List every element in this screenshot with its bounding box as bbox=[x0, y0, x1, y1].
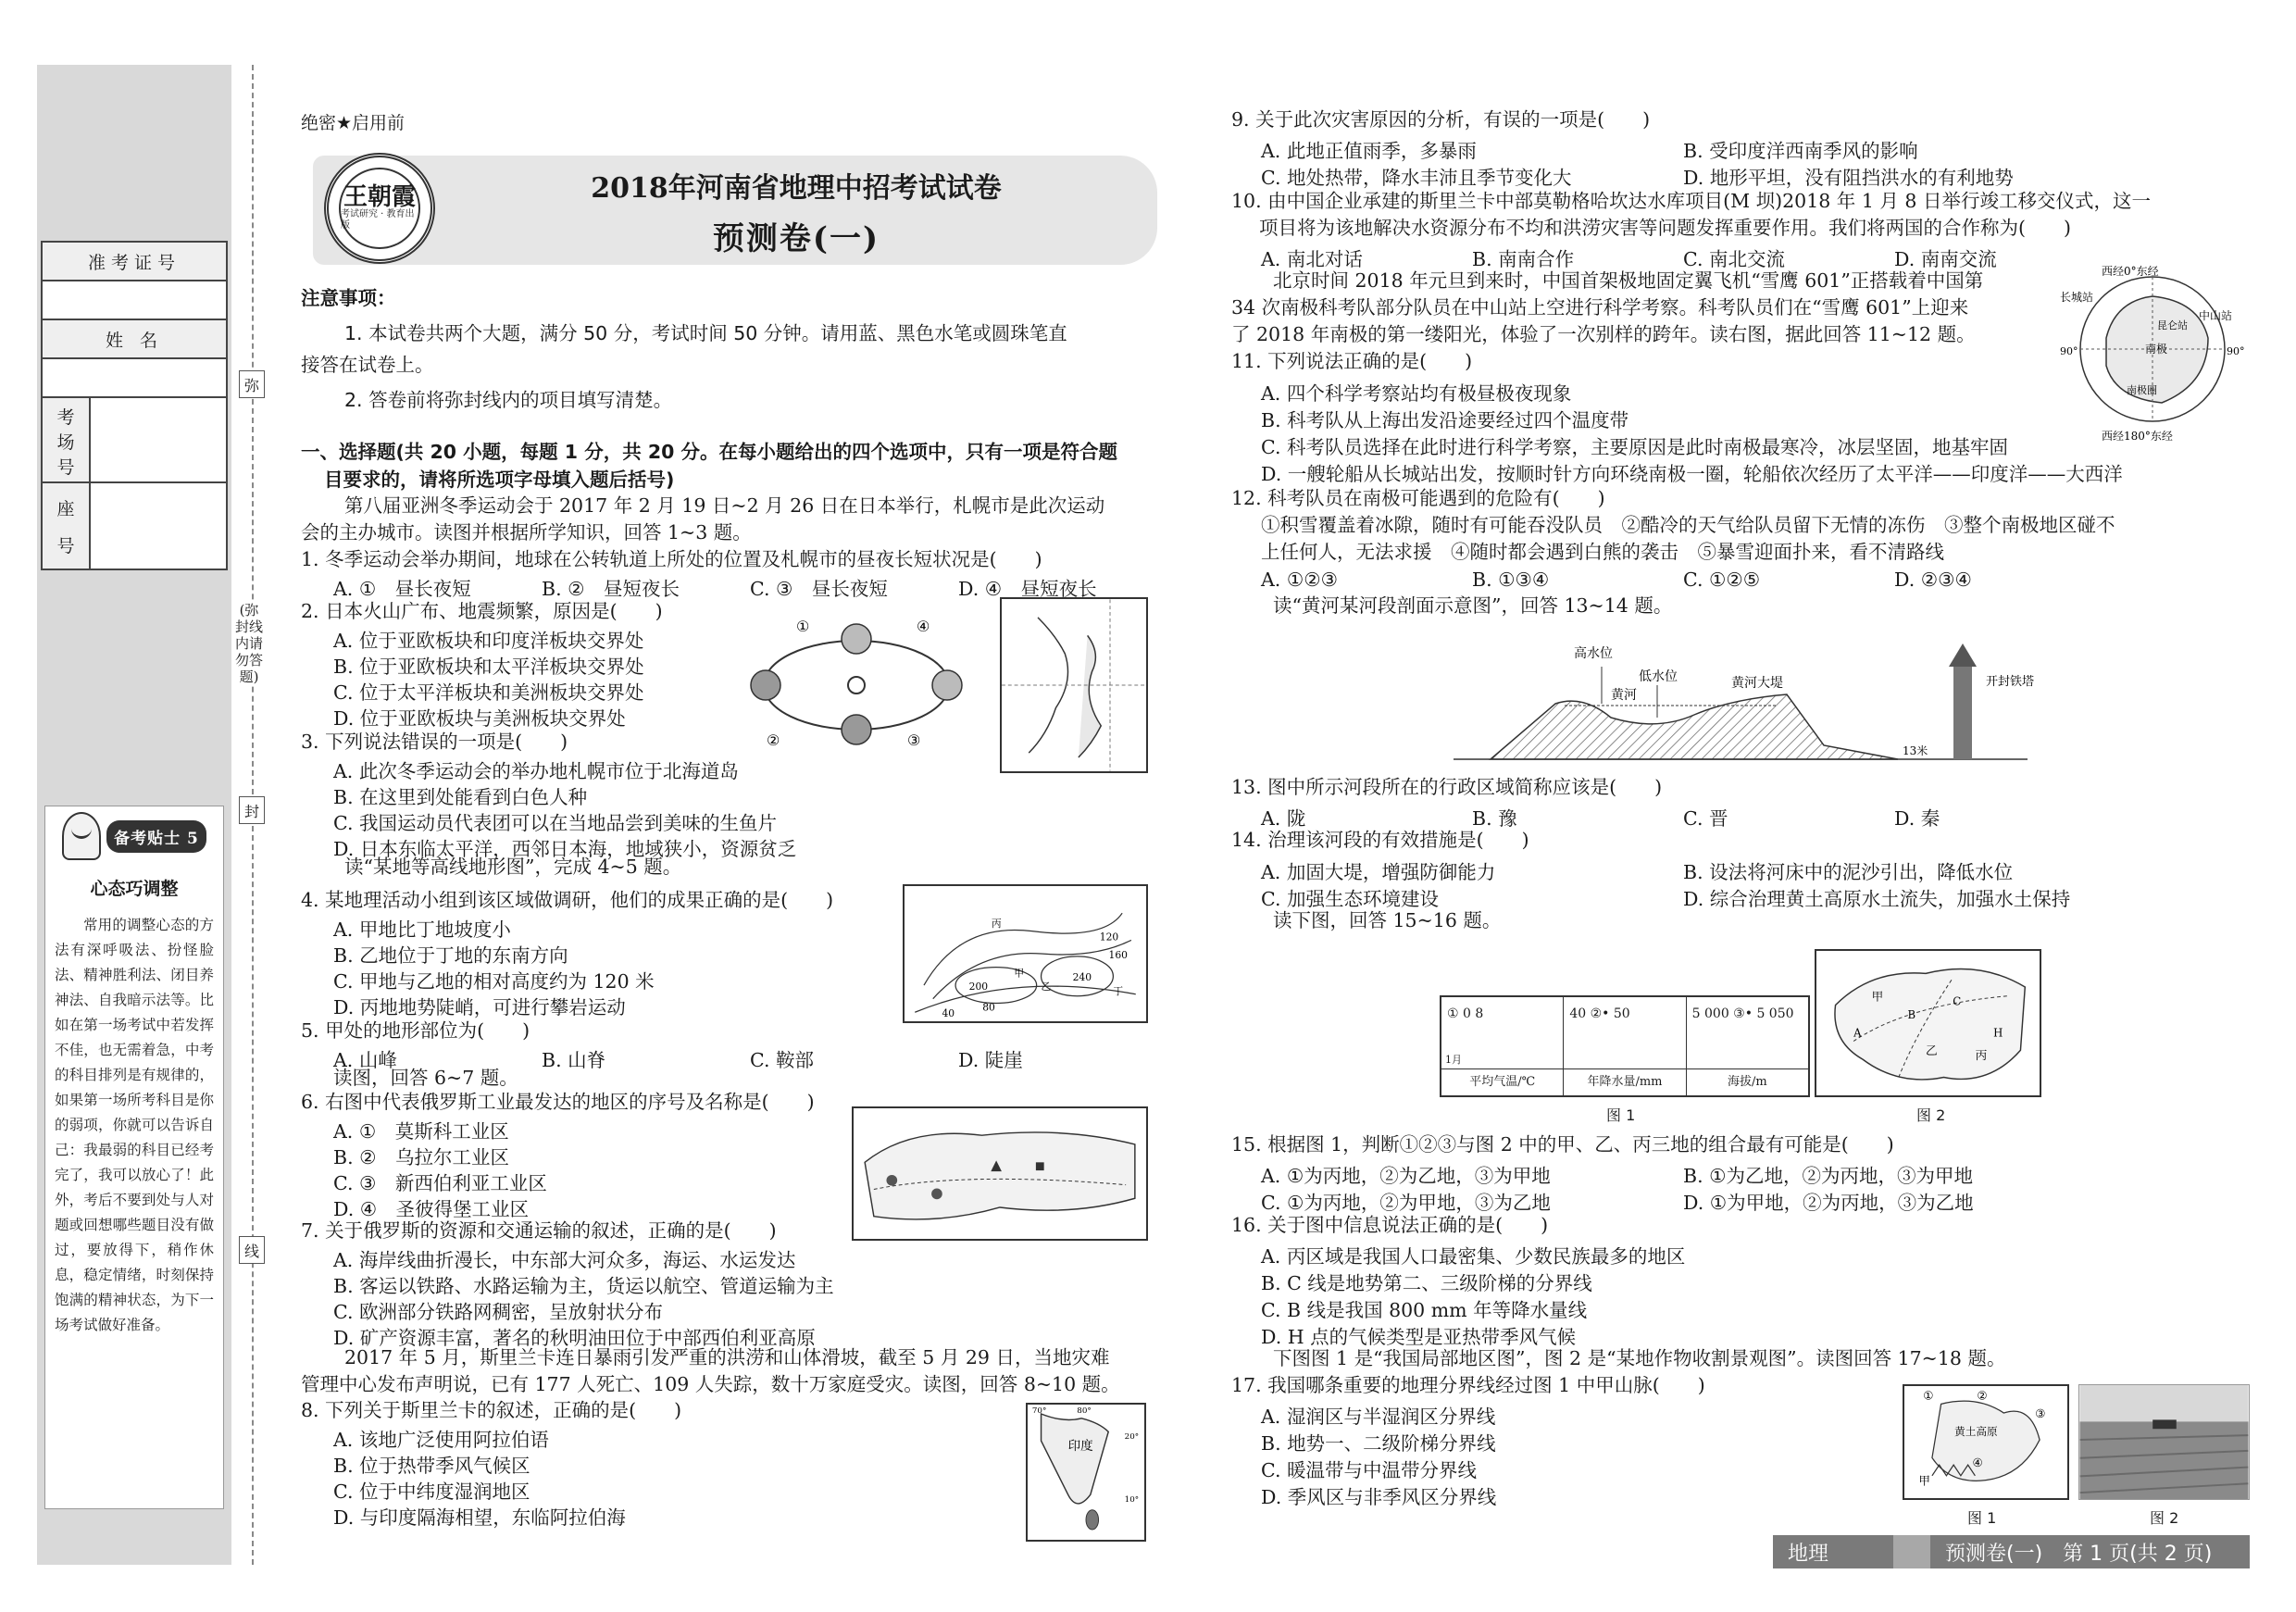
q1-option-b[interactable]: B. ② 昼短夜长 bbox=[542, 578, 680, 600]
earth-bottom bbox=[842, 715, 871, 744]
china-map-a: A bbox=[1853, 1026, 1862, 1040]
antarctic-label-0: 西经0°东经 bbox=[2102, 265, 2159, 278]
intro-5b: 34 次南极科考队部分队员在中山站上空进行科学考察。科考队员们在“雪鹰 601”上迎来 bbox=[1231, 296, 1969, 319]
q11-option-c[interactable]: C. 科考队员选择在此时进行科学考察，主要原因是此时南极最寒冷，冰层坚固，地基牢固 bbox=[1261, 436, 2008, 458]
intro-1a: 第八届亚洲冬季运动会于 2017 年 2 月 19 日~2 月 26 日在日本举行，札幌市是此次运动 bbox=[344, 494, 1105, 517]
river-label-tower: 开封铁塔 bbox=[1986, 675, 2035, 689]
climate-header-temp: 平均气温/℃ bbox=[1441, 1069, 1564, 1095]
antarctic-label-changcheng: 长城站 bbox=[2060, 291, 2094, 304]
china-map-bing: 丙 bbox=[1975, 1048, 1988, 1062]
india-tick-20: 20° bbox=[1124, 1432, 1140, 1443]
q13-option-b[interactable]: B. 豫 bbox=[1472, 807, 1517, 830]
question-5: 5. 甲处的地形部位为( ) bbox=[301, 1019, 530, 1042]
intro-3: 读图，回答 6~7 题。 bbox=[333, 1067, 518, 1089]
q16-option-b[interactable]: B. C 线是地势第二、三级阶梯的分界线 bbox=[1261, 1272, 1592, 1294]
earth-top bbox=[842, 624, 871, 654]
footer-page-info: 预测卷(一) 第 1 页(共 2 页) bbox=[1945, 1542, 2213, 1566]
q8-option-c[interactable]: C. 位于中纬度湿润地区 bbox=[333, 1481, 530, 1503]
page-footer bbox=[1773, 1535, 2250, 1568]
regional-map-caption: 图 1 bbox=[1967, 1509, 1997, 1527]
name-field[interactable] bbox=[43, 359, 226, 398]
q6-option-a[interactable]: A. ① 莫斯科工业区 bbox=[333, 1120, 509, 1143]
q9-option-c[interactable]: C. 地处热带，降水丰沛且季节变化大 bbox=[1261, 167, 1572, 189]
seal-char-mi: 弥 bbox=[239, 370, 265, 398]
cartoon-figure-icon bbox=[62, 812, 101, 860]
river-label-high: 高水位 bbox=[1574, 646, 1613, 661]
seat-char: 号 bbox=[56, 535, 75, 556]
q16-option-a[interactable]: A. 丙区域是我国人口最密集、少数民族最多的地区 bbox=[1261, 1245, 1686, 1268]
contour-label-240: 240 bbox=[1072, 971, 1092, 984]
q14-option-a[interactable]: A. 加固大堤，增强防御能力 bbox=[1261, 861, 1496, 883]
harvest-photo-caption: 图 2 bbox=[2150, 1509, 2179, 1527]
seat-number-label bbox=[43, 483, 91, 569]
earth-right bbox=[932, 670, 962, 700]
seal-char-xian: 线 bbox=[239, 1236, 265, 1264]
china-map-c: C bbox=[1953, 994, 1962, 1008]
q11-option-d[interactable]: D. 一艘轮船从长城站出发，按顺时针方向环绕南极一圈，轮船依次经历了太平洋——印度洋——大西洋 bbox=[1261, 463, 2123, 485]
section-heading-b: 目要求的，请将所选项字母填入题后括号) bbox=[324, 469, 675, 491]
q12-option-c[interactable]: C. ①②⑤ bbox=[1683, 569, 1761, 591]
exam-room-char: 考 bbox=[56, 407, 75, 428]
intro-8: 下图图 1 是“我国局部地区图”，图 2 是“某地作物收割景观图”。读图回答 17~18 题。 bbox=[1273, 1347, 2006, 1369]
q11-option-b[interactable]: B. 科考队从上海出发沿途要经过四个温度带 bbox=[1261, 409, 1629, 431]
seal-char-feng: 封 bbox=[239, 796, 265, 824]
india-tick-10: 10° bbox=[1124, 1494, 1140, 1505]
q10-option-d[interactable]: D. 南南交流 bbox=[1894, 248, 1997, 270]
china-map-yi: 乙 bbox=[1926, 1043, 1938, 1058]
exam-subtitle: 预测卷(一) bbox=[712, 220, 880, 257]
river-label-13m: 13米 bbox=[1903, 744, 1928, 757]
q3-option-c[interactable]: C. 我国运动员代表团可以在当地品尝到美味的生鱼片 bbox=[333, 812, 777, 834]
tips-badge: 备考贴士 5 bbox=[106, 820, 206, 853]
antarctic-label-kunlun: 昆仑站 bbox=[2157, 319, 2188, 331]
seal-note: (弥封线内请勿答题) bbox=[235, 602, 264, 685]
q3-option-a[interactable]: A. 此次冬季运动会的举办地札幌市位于北海道岛 bbox=[333, 760, 739, 782]
q17-option-b[interactable]: B. 地势一、二级阶梯分界线 bbox=[1261, 1432, 1496, 1455]
intro-4b: 管理中心发布声明说，已有 177 人死亡、109 人失踪，数十万家庭受灾。读图，回答 8~10 题。 bbox=[301, 1373, 1120, 1395]
q4-option-d[interactable]: D. 丙地地势陡峭，可进行攀岩运动 bbox=[333, 996, 626, 1018]
question-15: 15. 根据图 1，判断①②③与图 2 中的甲、乙、丙三地的组合最有可能是( ) bbox=[1231, 1133, 1894, 1156]
seat-char: 座 bbox=[56, 498, 75, 519]
question-3: 3. 下列说法错误的一项是( ) bbox=[301, 731, 568, 753]
climate-row-3: 5 000 ③• 5 050 bbox=[1691, 1006, 1794, 1021]
q7-option-d[interactable]: D. 矿产资源丰富，著名的秋明油田位于中部西伯利亚高原 bbox=[333, 1327, 816, 1349]
q3-option-d[interactable]: D. 日本东临太平洋，西邻日本海，地域狭小，资源贫乏 bbox=[333, 838, 797, 860]
question-12: 12. 科考队员在南极可能遇到的危险有( ) bbox=[1231, 487, 1605, 509]
q5-option-c[interactable]: C. 鞍部 bbox=[750, 1049, 814, 1071]
contour-label-160: 160 bbox=[1108, 948, 1128, 961]
q9-option-d[interactable]: D. 地形平坦，没有阻挡洪水的有利地势 bbox=[1683, 167, 2014, 189]
notice-item-1b: 接答在试卷上。 bbox=[301, 354, 434, 376]
q14-option-d[interactable]: D. 综合治理黄土高原水土流失，加强水土保持 bbox=[1683, 888, 2071, 910]
question-4: 4. 某地理活动小组到该区域做调研，他们的成果正确的是( ) bbox=[301, 889, 834, 911]
q13-option-c[interactable]: C. 晋 bbox=[1683, 807, 1728, 830]
china-map-caption: 图 2 bbox=[1916, 1106, 1946, 1124]
yellow-river-profile bbox=[1454, 630, 2035, 769]
antarctic-label-90e: 90° bbox=[2227, 345, 2245, 357]
notice-heading: 注意事项： bbox=[301, 287, 396, 309]
name-label: 姓 名 bbox=[43, 320, 226, 359]
question-16: 16. 关于图中信息说法正确的是( ) bbox=[1231, 1214, 1549, 1236]
q8-option-b[interactable]: B. 位于热带季风气候区 bbox=[333, 1455, 530, 1477]
q6-option-c[interactable]: C. ③ 新西伯利亚工业区 bbox=[333, 1172, 547, 1194]
q3-option-b[interactable]: B. 在这里到处能看到白色人种 bbox=[333, 786, 588, 808]
q17-option-a[interactable]: A. 湿润区与半湿润区分界线 bbox=[1261, 1406, 1496, 1428]
q15-option-b[interactable]: B. ①为乙地，②为丙地，③为甲地 bbox=[1683, 1165, 1973, 1187]
orbit-label-1: ① bbox=[796, 618, 810, 635]
q7-option-a[interactable]: A. 海岸线曲折漫长，中东部大河众多，海运、水运发达 bbox=[333, 1249, 796, 1271]
regional-label-2: ② bbox=[1977, 1388, 1988, 1403]
intro-4a: 2017 年 5 月，斯里兰卡连日暴雨引发严重的洪涝和山体滑坡，截至 5 月 29 日，当地灾难 bbox=[344, 1346, 1110, 1368]
regional-map bbox=[1903, 1384, 2069, 1500]
contour-point-ding: 丁 bbox=[1113, 984, 1124, 997]
climate-table-caption: 图 1 bbox=[1606, 1106, 1636, 1124]
q15-option-a[interactable]: A. ①为丙地，②为乙地，③为甲地 bbox=[1261, 1165, 1551, 1187]
river-label-dike: 黄河大堤 bbox=[1731, 676, 1783, 691]
contour-label-80: 80 bbox=[982, 1001, 995, 1014]
q15-option-d[interactable]: D. ①为甲地，②为丙地，③为乙地 bbox=[1683, 1192, 1974, 1214]
intro-7: 读下图，回答 15~16 题。 bbox=[1273, 909, 1502, 931]
intro-2: 读“某地等高线地形图”，完成 4~5 题。 bbox=[344, 856, 682, 878]
contour-label-40: 40 bbox=[942, 1007, 955, 1020]
q12-statements-1: ①积雪覆盖着冰隙，随时有可能吞没队员 ②酷冷的天气给队员留下无情的冻伤 ③整个南极地区碰不 bbox=[1261, 514, 2115, 536]
ticket-number-field[interactable] bbox=[43, 281, 226, 320]
antarctic-label-zhongshan: 中山站 bbox=[2199, 309, 2233, 322]
q8-option-a[interactable]: A. 该地广泛使用阿拉伯语 bbox=[333, 1429, 549, 1451]
question-9: 9. 关于此次灾害原因的分析，有误的一项是( ) bbox=[1231, 108, 1651, 131]
exam-title: 2018年河南省地理中招考试试卷 bbox=[591, 172, 1002, 205]
q10-option-b[interactable]: B. 南南合作 bbox=[1472, 248, 1575, 270]
section-heading-a: 一、选择题(共 20 小题，每题 1 分，共 20 分。在每小题给出的四个选项中，只有一项是符合题 bbox=[301, 441, 1118, 463]
q16-option-c[interactable]: C. B 线是我国 800 mm 年等降水量线 bbox=[1261, 1299, 1588, 1321]
question-14: 14. 治理该河段的有效措施是( ) bbox=[1231, 829, 1529, 851]
q13-option-a[interactable]: A. 陇 bbox=[1261, 807, 1306, 830]
india-label-yin: 印度 bbox=[1067, 1438, 1093, 1454]
q15-option-c[interactable]: C. ①为丙地，②为甲地，③为乙地 bbox=[1261, 1192, 1551, 1214]
q17-option-d[interactable]: D. 季风区与非季风区分界线 bbox=[1261, 1486, 1497, 1508]
q2-option-c[interactable]: C. 位于太平洋板块和美洲板块交界处 bbox=[333, 681, 644, 704]
logo-text: 王朝霞 bbox=[343, 183, 416, 211]
contour-label-200: 200 bbox=[968, 980, 989, 993]
tips-body: 常用的调整心态的方法有深呼吸法、扮怪脸法、精神胜利法、闭目养神法、自我暗示法等。比如在第一场考试中若发挥不佳，也无需着急，中考的科目排列是有规律的，如果第一场所考科目是你的弱项，你就可以告诉自己：我最弱的科目已经考完了，我可以放心了！此外，考后不要到处与人对题或回想哪些题目没有做过，要放得下，稍作休息，稳定情绪，时刻保持饱满的精神状态，为下一场考试做好准备。 bbox=[55, 917, 214, 1333]
earth-orbit-diagram bbox=[741, 611, 972, 750]
logo-subtext: 考试研究 · 教育出版 bbox=[341, 209, 415, 231]
india-map bbox=[1026, 1403, 1146, 1542]
contour-point-yi: 乙 bbox=[1041, 980, 1052, 993]
regional-label-3: ③ bbox=[2035, 1406, 2046, 1420]
intro-6: 读“黄河某河段剖面示意图”，回答 13~14 题。 bbox=[1273, 594, 1673, 617]
kaifeng-tower-icon bbox=[1949, 644, 1977, 759]
exam-tips-box bbox=[44, 806, 224, 1509]
question-10a: 10. 由中国企业承建的斯里兰卡中部莫勒格哈坎达水库项目(M 坝)2018 年 1 月 8 日举行竣工移交仪式，这一 bbox=[1231, 190, 2151, 212]
q1-option-d[interactable]: D. ④ 昼短夜长 bbox=[958, 578, 1097, 600]
tips-banner bbox=[45, 806, 223, 866]
climate-row-2: 40 ②• 50 bbox=[1564, 997, 1686, 1068]
india-tick-70: 70° bbox=[1031, 1406, 1047, 1417]
contour-point-jia: 甲 bbox=[1014, 967, 1025, 980]
india-tick-80: 80° bbox=[1077, 1406, 1092, 1417]
q12-statements-2: 上任何人，无法求援 ④随时都会遇到白熊的袭击 ⑤暴雪迎面扑来，看不清路线 bbox=[1261, 541, 1944, 563]
harvest-photo bbox=[2078, 1384, 2250, 1500]
china-map-b: B bbox=[1907, 1008, 1916, 1022]
q12-option-d[interactable]: D. ②③④ bbox=[1894, 569, 1972, 591]
q9-option-a[interactable]: A. 此地正值雨季，多暴雨 bbox=[1261, 140, 1477, 162]
q4-option-c[interactable]: C. 甲地与乙地的相对高度约为 120 米 bbox=[333, 970, 655, 993]
contour-label-120: 120 bbox=[1099, 931, 1119, 943]
exam-room-field[interactable] bbox=[91, 398, 226, 481]
q11-option-a[interactable]: A. 四个科学考察站均有极昼极夜现象 bbox=[1261, 382, 1572, 405]
orbit-label-2: ② bbox=[767, 731, 780, 749]
river-label-huanghe: 黄河 bbox=[1611, 688, 1637, 703]
antarctic-label-pole: 南极 bbox=[2145, 343, 2168, 356]
contour-point-bing: 丙 bbox=[992, 917, 1002, 930]
question-17: 17. 我国哪条重要的地理分界线经过图 1 中甲山脉( ) bbox=[1231, 1374, 1705, 1396]
question-10b: 项目将为该地解决水资源分布不均和洪涝灾害等问题发挥重要作用。我们将两国的合作称为( ) bbox=[1259, 217, 2071, 239]
question-11: 11. 下列说法正确的是( ) bbox=[1231, 350, 1473, 372]
seat-number-field[interactable] bbox=[91, 483, 226, 569]
q1-option-c[interactable]: C. ③ 昼长夜短 bbox=[750, 578, 888, 600]
intro-5a: 北京时间 2018 年元旦到来时，中国首架极地固定翼飞机“雪鹰 601”正搭载着中国第 bbox=[1273, 269, 1984, 292]
question-13: 13. 图中所示河段所在的行政区域简称应该是( ) bbox=[1231, 776, 1663, 798]
japan-map bbox=[1000, 597, 1148, 773]
exam-room-char: 场 bbox=[56, 432, 75, 453]
publisher-logo bbox=[324, 153, 435, 264]
q4-option-b[interactable]: B. 乙地位于丁地的东南方向 bbox=[333, 944, 568, 967]
question-1: 1. 冬季运动会举办期间，地球在公转轨道上所处的位置及札幌市的昼夜长短状况是( ) bbox=[301, 548, 1042, 570]
q5-option-a[interactable]: A. 山峰 bbox=[333, 1049, 397, 1071]
q12-option-b[interactable]: B. ①③④ bbox=[1472, 569, 1550, 591]
ticket-number-label: 准考证号 bbox=[43, 243, 226, 281]
footer-subject: 地理 bbox=[1788, 1542, 1829, 1566]
q5-option-b[interactable]: B. 山脊 bbox=[542, 1049, 606, 1071]
regional-label-1: ① bbox=[1923, 1388, 1934, 1403]
china-map-jia: 甲 bbox=[1871, 989, 1884, 1004]
question-2: 2. 日本火山广布、地震频繁，原因是( ) bbox=[301, 600, 663, 622]
q17-option-c[interactable]: C. 暖温带与中温带分界线 bbox=[1261, 1459, 1477, 1481]
q2-option-d[interactable]: D. 位于亚欧板块与美洲板块交界处 bbox=[333, 707, 626, 730]
climate-header-alt: 海拔/m bbox=[1727, 1075, 1767, 1089]
q8-option-d[interactable]: D. 与印度隔海相望，东临阿拉伯海 bbox=[333, 1506, 626, 1529]
student-info-table bbox=[41, 241, 228, 570]
notice-item-2: 2. 答卷前将弥封线内的项目填写清楚。 bbox=[344, 389, 673, 411]
climate-data-table bbox=[1440, 995, 1810, 1097]
q10-option-a[interactable]: A. 南北对话 bbox=[1261, 248, 1363, 270]
earth-left bbox=[751, 670, 780, 700]
intro-1b: 会的主办城市。读图并根据所学知识，回答 1~3 题。 bbox=[301, 521, 752, 544]
q13-option-d[interactable]: D. 秦 bbox=[1894, 807, 1940, 830]
question-8: 8. 下列关于斯里兰卡的叙述，正确的是( ) bbox=[301, 1399, 682, 1421]
regional-label-4: ④ bbox=[1972, 1456, 1983, 1470]
q5-option-d[interactable]: D. 陡崖 bbox=[958, 1049, 1023, 1071]
climate-row-1: ① 0 8 bbox=[1447, 1006, 1484, 1021]
confidential-mark: 绝密★启用前 bbox=[301, 113, 406, 133]
tips-title: 心态巧调整 bbox=[90, 879, 179, 899]
climate-month: 1月 bbox=[1445, 1054, 1462, 1066]
orbit-label-4: ④ bbox=[917, 618, 930, 635]
river-label-low: 低水位 bbox=[1639, 669, 1678, 684]
q12-option-a[interactable]: A. ①②③ bbox=[1261, 569, 1338, 591]
intro-5c: 了 2018 年南极的第一缕阳光，体验了一次别样的跨年。读右图，据此回答 11~12 题。 bbox=[1231, 323, 1976, 345]
antarctic-map bbox=[2060, 264, 2250, 444]
q7-option-b[interactable]: B. 客运以铁路、水路运输为主，货运以航空、管道运输为主 bbox=[333, 1275, 834, 1297]
china-map-h: H bbox=[1993, 1026, 2003, 1040]
antarctic-label-90w: 90° bbox=[2060, 345, 2078, 357]
contour-map bbox=[903, 884, 1148, 1023]
exam-room-label bbox=[43, 398, 91, 481]
q6-option-b[interactable]: B. ② 乌拉尔工业区 bbox=[333, 1146, 509, 1168]
china-region-map bbox=[1815, 949, 2041, 1097]
regional-label-loess: 黄土高原 bbox=[1954, 1425, 1998, 1439]
q14-option-b[interactable]: B. 设法将河床中的泥沙引出，降低水位 bbox=[1683, 861, 2014, 883]
q14-option-c[interactable]: C. 加强生态环境建设 bbox=[1261, 888, 1439, 910]
russia-map bbox=[852, 1106, 1148, 1241]
q1-option-a[interactable]: A. ① 昼长夜短 bbox=[333, 578, 471, 600]
q7-option-c[interactable]: C. 欧洲部分铁路网稠密，呈放射状分布 bbox=[333, 1301, 663, 1323]
q6-option-d[interactable]: D. ④ 圣彼得堡工业区 bbox=[333, 1198, 530, 1220]
q2-option-b[interactable]: B. 位于亚欧板块和太平洋板块交界处 bbox=[333, 656, 644, 678]
q2-option-a[interactable]: A. 位于亚欧板块和印度洋板块交界处 bbox=[333, 630, 644, 652]
antarctic-label-180: 西经180°东经 bbox=[2102, 430, 2173, 443]
q16-option-d[interactable]: D. H 点的气候类型是亚热带季风气候 bbox=[1261, 1326, 1577, 1348]
q10-option-c[interactable]: C. 南北交流 bbox=[1683, 248, 1785, 270]
question-7: 7. 关于俄罗斯的资源和交通运输的叙述，正确的是( ) bbox=[301, 1219, 777, 1242]
antarctic-label-circle: 南极圈 bbox=[2127, 384, 2157, 396]
q4-option-a[interactable]: A. 甲地比丁地坡度小 bbox=[333, 918, 511, 941]
q9-option-b[interactable]: B. 受印度洋西南季风的影响 bbox=[1683, 140, 1918, 162]
question-6: 6. 右图中代表俄罗斯工业最发达的地区的序号及名称是( ) bbox=[301, 1091, 815, 1113]
footer-spacer bbox=[1893, 1535, 1930, 1568]
climate-header-rain: 年降水量/mm bbox=[1564, 1069, 1686, 1095]
exam-room-char: 号 bbox=[56, 457, 75, 478]
binding-sidebar bbox=[37, 65, 231, 1565]
orbit-label-3: ③ bbox=[907, 731, 921, 749]
notice-item-1a: 1. 本试卷共两个大题，满分 50 分，考试时间 50 分钟。请用蓝、黑色水笔或圆珠笔直 bbox=[344, 322, 1067, 344]
regional-label-jia: 甲 bbox=[1918, 1473, 1930, 1488]
